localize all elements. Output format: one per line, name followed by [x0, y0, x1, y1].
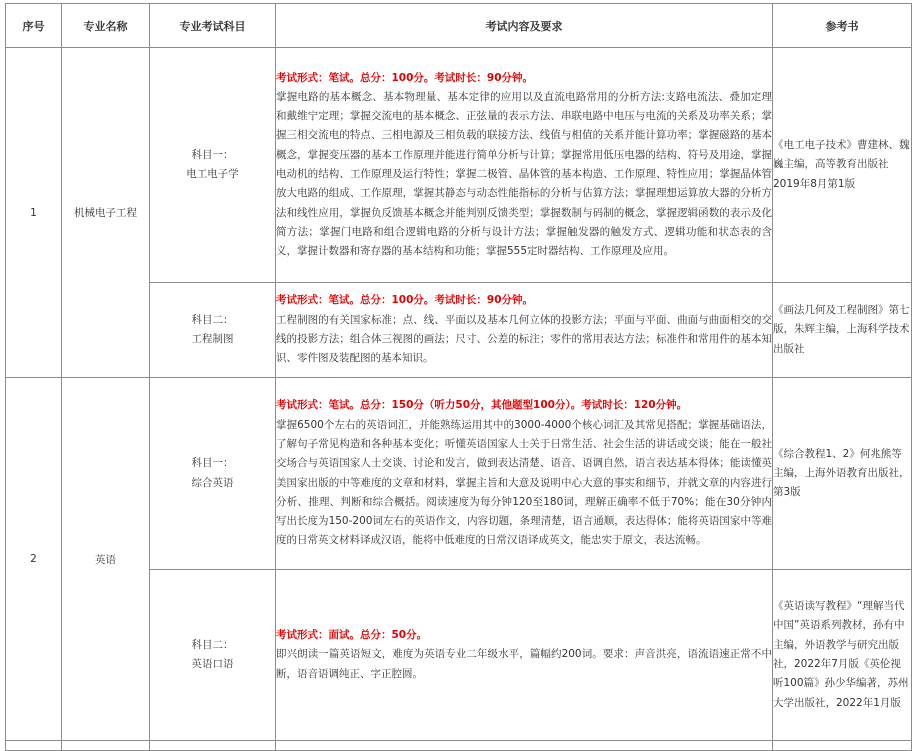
subject-name	[150, 570, 276, 741]
subject-label: 科目二：	[191, 313, 234, 326]
exam-content	[276, 48, 773, 283]
exam-content	[276, 570, 773, 741]
subject-name	[150, 378, 276, 570]
subject-label: 科目一：	[191, 148, 234, 161]
table-row	[6, 741, 912, 751]
header-reference: 参考书	[773, 4, 912, 48]
subject-name	[150, 283, 276, 378]
table-row	[6, 378, 912, 570]
exam-form: 考试形式：笔试。总分：100分。考试时长：90分钟。	[276, 294, 534, 307]
table-row	[6, 48, 912, 283]
subject-name	[150, 48, 276, 283]
header-subject: 专业考试科目	[150, 4, 276, 48]
subject-title: 电工电子学	[186, 168, 239, 180]
major-name: 机械电子工程	[62, 48, 150, 378]
reference-book: 《综合教程1、2》何兆熊等主编，上海外语教育出版社，第3版	[773, 378, 912, 570]
major-name: 英语	[62, 378, 150, 741]
subject-title: 英语口语	[191, 658, 234, 670]
exam-form: 考试形式：笔试。总分：100分。考试时长：90分钟。	[276, 71, 534, 84]
exam-form: 考试形式：面试。总分：50分。	[276, 629, 428, 642]
subject-label: 科目一：	[191, 457, 234, 470]
exam-requirements: 即兴朗读一篇英语短文，难度为英语专业二年级水平，篇幅约200词。要求：声音洪亮，语流语速正常不中断，语音语调纯正、字正腔圆。	[276, 648, 772, 680]
header-index: 序号	[6, 4, 62, 48]
subject-title: 综合英语	[191, 476, 234, 489]
subject-label: 科目二：	[191, 638, 234, 651]
reference-book: 《英语读写教程》“理解当代中国”英语系列教材，孙有中主编，外语教学与研究出版社，2022年7月版《英伦视听100篇》孙少华编著，苏州大学出版社，2022年1月版	[773, 570, 912, 741]
header-row	[6, 4, 912, 48]
header-major: 专业名称	[62, 4, 150, 48]
row-index: 2	[6, 378, 62, 741]
reference-book: 《画法几何及工程制图》第七版，朱辉主编，上海科学技术出版社	[773, 283, 912, 378]
exam-table	[5, 3, 912, 751]
row-index: 1	[6, 48, 62, 378]
header-content: 考试内容及要求	[276, 4, 773, 48]
exam-requirements: 掌握6500个左右的英语词汇，并能熟练运用其中的3000-4000个核心词汇及其常见搭配；掌握基础语法，了解句子常见构造和各种基本变化；听懂英语国家人士关于日常生活、社会生活的讲话或交谈；能在一般社交场合与英语国家人士交谈、讨论和发言，做到表达清楚、语音、语调自然，语言表达基本得体；能读懂英美国家出版的中等难度的文章和材料，掌握主旨和大意及说明中心大意的事实和细节，并就文章的内容进行分析、推理、判断和综合概括。阅读速度为每分钟120至180词，理解正确率不低于70%；能在30分钟内写出长度为150-200词左右的英语作文，内容切题，条理清楚，语言通顺，表达得体；能将英语国家中等难度的日常英文材料译成汉语，能将中低难度的日常汉语译成英文，能忠实于原文，表达流畅。	[276, 418, 772, 547]
subject-title: 工程制图	[191, 333, 234, 345]
exam-content	[276, 283, 773, 378]
reference-book: 《电工电子技术》曹建林、魏巍主编，高等教育出版社2019年8月第1版	[773, 48, 912, 283]
exam-content	[276, 378, 773, 570]
exam-form: 考试形式：笔试。总分：150分（听力50分，其他题型100分）。考试时长：120分钟。	[276, 399, 688, 412]
exam-requirements: 工程制图的有关国家标准；点、线、平面以及基本几何立体的投影方法；平面与平面、曲面与曲面相交的交线的投影方法；组合体三视图的画法；尺寸、公差的标注；零件的常用表达方法；标准件和常用件的基本知识、零件图及装配图的基本知识。	[276, 313, 772, 365]
exam-requirements: 掌握电路的基本概念、基本物理量、基本定律的应用以及直流电路常用的分析方法:支路电流法、叠加定理和戴维宁定理；掌握交流电的基本概念、正弦量的表示方法、串联电路中电压与电流的关系及功率关系；掌握三相交流电的特点、三相电源及三相负载的联接方法、线值与相值的关系并能计算功率；掌握磁路的基本概念，掌握变压器的基本工作原理并能进行简单分析与计算；掌握常用低压电器的结构、符号及用途，掌握电动机的结构、工作原理及运行特性；掌握二极管、晶体管的基本构造、工作原理、特性应用；掌握晶体管放大电路的组成、工作原理，掌握其静态与动态性能指标的分析与估算方法；掌握理想运算放大器的分析方法和线性应用，掌握负反馈基本概念并能判别反馈类型；掌握数制与码制的概念，掌握逻辑函数的表示及化简方法；掌握门电路和组合逻辑电路的分析与设计方法；掌握触发器的触发方式、逻辑功能和状态表的含义，掌握计数器和寄存器的基本结构和功能；掌握555定时器结构、工作原理及应用。	[276, 90, 772, 258]
